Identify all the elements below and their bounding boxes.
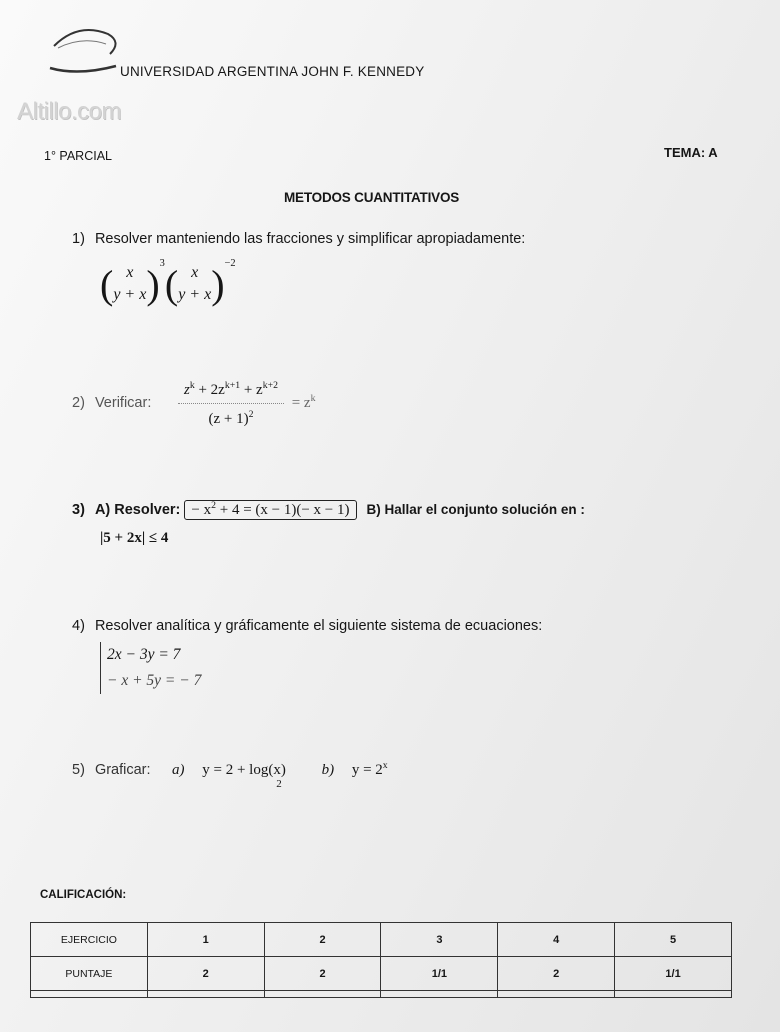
table-cell	[615, 991, 732, 998]
question-text: Graficar:	[94, 762, 151, 778]
question-text: Resolver analítica y gráficamente el siguiente sistema de ecuaciones:	[94, 618, 543, 634]
question-5	[72, 762, 151, 778]
equation-2: − x + 5y = − 7	[107, 672, 202, 689]
table-cell: 2	[147, 957, 264, 991]
table-cell	[31, 991, 148, 998]
question-3a-equation: − $x^2 + 4 = (x - 1)(- x - 1)$	[184, 500, 356, 520]
question-3	[72, 500, 585, 519]
table-cell	[498, 991, 615, 998]
grading-title: CALIFICACIÓN:	[40, 889, 127, 901]
table-row	[31, 991, 732, 998]
table-cell: 1	[147, 923, 264, 957]
question-text: Resolver manteniendo las fracciones y simplificar apropiadamente:	[94, 231, 526, 247]
question-number: 2)	[72, 395, 85, 411]
table-cell	[147, 991, 264, 998]
question-3b-inequality: |5 + 2x| ≤ 4	[100, 530, 169, 546]
question-number: 5)	[72, 762, 85, 778]
table-cell: EJERCICIO	[31, 923, 148, 957]
table-cell: 2	[264, 957, 381, 991]
question-1-expression: ( x y + x )$^3$( x y + x )$^{-2}$	[100, 258, 236, 307]
question-3a-label: A) Resolver:	[94, 502, 181, 518]
table-row	[31, 923, 732, 957]
university-name: UNIVERSIDAD ARGENTINA JOHN F. KENNEDY	[120, 64, 425, 79]
question-2-expression: $\frac{z^k + 2z^{k+1} + z^{k+2}}{(z + 1)^2}$ = $z^k$	[178, 380, 315, 428]
exam-number: 1° PARCIAL	[44, 149, 112, 163]
question-4	[72, 618, 542, 634]
table-cell	[264, 991, 381, 998]
university-logo	[48, 26, 122, 78]
grading-table	[30, 922, 732, 998]
equation-1: 2x − 3y = 7	[107, 646, 181, 663]
question-text: Verificar:	[94, 395, 152, 411]
question-5-expressions: a) y = 2 + log(x) 2 b) $y = 2^x$	[172, 760, 388, 790]
table-cell	[381, 991, 498, 998]
table-cell: 1/1	[381, 957, 498, 991]
question-4-system	[100, 642, 201, 694]
watermark: Altillo.com	[17, 98, 121, 125]
table-cell: PUNTAJE	[31, 957, 148, 991]
question-3b-label: B) Hallar el conjunto solución en :	[366, 502, 585, 517]
question-number: 3)	[72, 502, 85, 518]
table-cell: 2	[498, 957, 615, 991]
question-number: 1)	[72, 231, 85, 247]
table-cell: 1/1	[615, 957, 732, 991]
table-cell: 5	[615, 923, 732, 957]
question-number: 4)	[72, 618, 85, 634]
page-title: METODOS CUANTITATIVOS	[284, 190, 460, 205]
question-2	[72, 395, 151, 411]
exam-theme: TEMA: A	[664, 145, 718, 160]
table-cell: 4	[498, 923, 615, 957]
question-1	[72, 231, 525, 247]
table-cell: 3	[381, 923, 498, 957]
table-row	[31, 957, 732, 991]
table-cell: 2	[264, 923, 381, 957]
